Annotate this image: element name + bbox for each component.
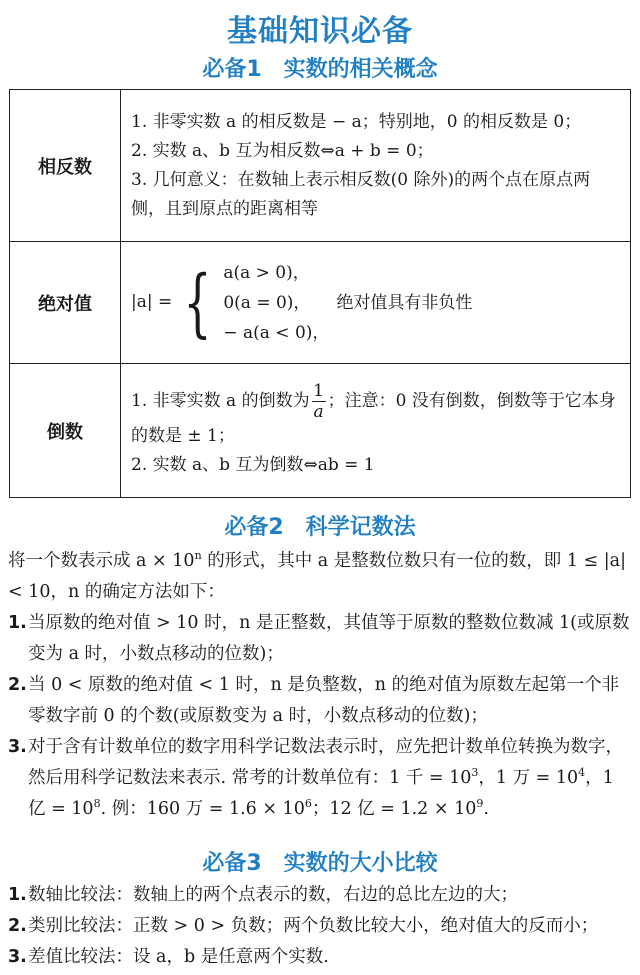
list-item-text: 当原数的绝对值 > 10 时，n 是正整数，其值等于原数的整数位数减 1(或原数变为 a 时，小数点移动的位数)；	[28, 613, 630, 664]
exp-3: 8	[93, 797, 101, 811]
list-item	[8, 608, 632, 670]
absolute-case-3: − a(a < 0)，	[223, 322, 330, 343]
absolute-case-1: a(a > 0)，	[223, 262, 310, 283]
desc-absolute	[121, 242, 631, 364]
reciprocal-line-1-pre: 1. 非零实数 a 的倒数为	[131, 391, 310, 411]
absolute-case-2	[223, 288, 472, 318]
absolute-note: 绝对值具有非负性	[336, 292, 473, 313]
absolute-lhs: |a| =	[131, 292, 173, 312]
sci-intro-a: 将一个数表示成 a × 10	[8, 551, 195, 571]
opposite-line-1: 1. 非零实数 a 的相反数是 − a；特别地，0 的相反数是 0；	[131, 111, 582, 132]
list-item	[8, 880, 632, 911]
term-reciprocal: 倒数	[10, 364, 121, 498]
exp-2: 4	[578, 766, 586, 780]
fraction-denominator: a	[313, 402, 324, 422]
list-item-text: 类别比较法：正数 > 0 > 负数；两个负数比较大小，绝对值大的反而小；	[28, 916, 599, 936]
page-title: 基础知识必备	[227, 14, 413, 49]
left-brace-icon: {	[183, 259, 212, 346]
reciprocal-line-1-post: ；注意：0 没有倒数，倒数等于它本身的数是 ± 1；	[131, 391, 616, 446]
section-1-name: 实数的相关概念	[283, 57, 438, 82]
units-text-d: . 例：160 万 = 1.6 × 10	[100, 799, 305, 819]
table-row-absolute	[10, 242, 631, 364]
list-item-index: 3.	[8, 947, 27, 967]
sci-intro-exp: n	[194, 549, 202, 563]
units-text-e: ；12 亿 = 1.2 × 10	[311, 799, 477, 819]
absolute-case-2-text: 0(a = 0)，	[223, 292, 311, 313]
fraction-numerator: 1	[313, 381, 324, 401]
units-text-b: ，1 万 = 10	[478, 768, 579, 788]
sci-intro	[8, 546, 632, 608]
exp-4: 6	[304, 797, 312, 811]
section-3-name: 实数的大小比较	[283, 851, 438, 876]
desc-opposite	[121, 90, 631, 242]
list-item-text: 差值比较法：设 a，b 是任意两个实数.	[28, 947, 329, 967]
compare-block	[8, 880, 632, 973]
list-item	[8, 942, 632, 973]
reciprocal-line-1	[131, 381, 620, 451]
section-3-title	[0, 846, 640, 877]
section-3-number: 必备3	[202, 851, 262, 876]
list-item	[8, 732, 632, 825]
concepts-table	[9, 89, 631, 498]
units-text-f: .	[483, 799, 489, 819]
fraction-one-over-a	[312, 381, 326, 422]
units-text-c: ，1 亿 = 10	[28, 768, 614, 819]
list-item	[8, 670, 632, 732]
sci-intro-b: 的形式，其中 a 是整数位数只有一位的数，即 1 ≤ |a| < 10，n 的确定方法如下：	[8, 551, 626, 602]
exp-5: 9	[476, 797, 484, 811]
section-2-number: 必备2	[224, 515, 284, 540]
section-2-name: 科学记数法	[305, 515, 416, 540]
section-2-title	[0, 510, 640, 541]
reciprocal-line-2: 2. 实数 a、b 互为倒数⇔ab = 1	[131, 455, 375, 475]
list-item-index: 1.	[8, 885, 27, 905]
sci-notation-block	[8, 546, 632, 825]
list-item-text: 数轴比较法：数轴上的两个点表示的数，右边的总比左边的大；	[28, 885, 518, 905]
term-opposite: 相反数	[10, 90, 121, 242]
list-item-index: 3.	[8, 737, 27, 757]
units-text-a: 对于含有计数单位的数字用科学记数法表示时，应先把计数单位转换为数字，然后用科学记数法来表示. 常考的计数单位有：1 千 = 10	[28, 737, 623, 788]
list-item-text	[28, 732, 632, 825]
section-1-number: 必备1	[202, 57, 262, 82]
list-item-index: 2.	[8, 916, 27, 936]
desc-reciprocal	[121, 364, 631, 498]
table-row-reciprocal	[10, 364, 631, 498]
opposite-line-3: 3. 几何意义：在数轴上表示相反数(0 除外)的两个点在原点两侧，且到原点的距离相等	[131, 169, 591, 219]
list-item	[8, 911, 632, 942]
list-item-index: 2.	[8, 675, 27, 695]
exp-1: 3	[471, 766, 479, 780]
section-1-title	[0, 52, 640, 83]
list-item-text: 当 0 < 原数的绝对值 < 1 时，n 是负整数，n 的绝对值为原数左起第一个非零数字前 0 的个数(或原数变为 a 时，小数点移动的位数)；	[28, 675, 620, 726]
absolute-cases	[223, 258, 472, 348]
table-row-opposite	[10, 90, 631, 242]
list-item-index: 1.	[8, 613, 27, 633]
term-absolute: 绝对值	[10, 242, 121, 364]
opposite-line-2: 2. 实数 a、b 互为相反数⇔a + b = 0；	[131, 140, 434, 161]
